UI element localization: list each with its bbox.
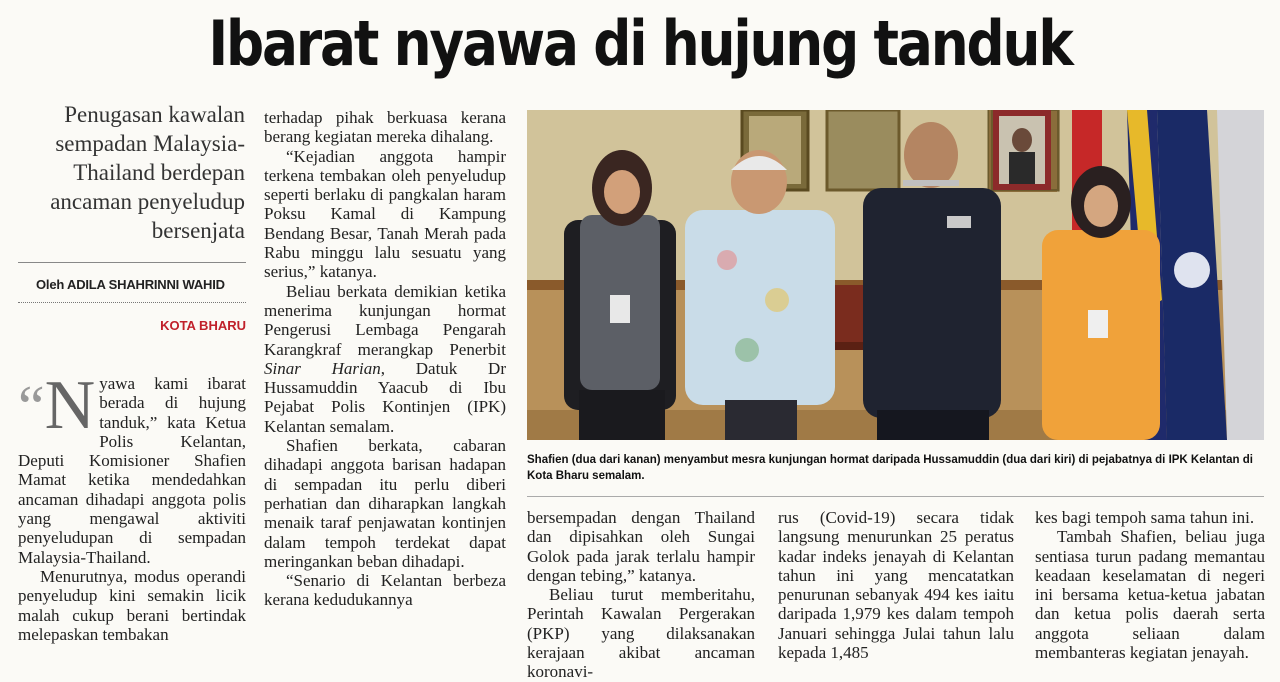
paragraph: terhadap pihak berkuasa kerana berang kegiatan mereka dihalang. xyxy=(264,108,506,147)
article-column-2 xyxy=(264,108,506,610)
divider xyxy=(18,262,246,263)
article-column-1 xyxy=(18,367,246,644)
article-column-4 xyxy=(778,508,1014,662)
paragraph: Tambah Shafien, beliau juga sentiasa turun padang memantau keadaan keselamatan di negeri ini bersama ketua-ketua jabatan dan ketua polis daerah serta anggota seliaan dalam membanteras kegiatan jenayah. xyxy=(1035,527,1265,663)
divider xyxy=(527,496,1264,497)
paragraph: rus (Covid-19) secara tidak langsung menurunkan 25 peratus kadar indeks jenayah di Kelantan tahun ini yang mencatatkan penurunan sebanyak 494 kes iaitu daripada 1,979 kes dalam tempoh Januari sehingga Julai tahun lalu kepada 1,485 xyxy=(778,508,1014,663)
photo-illustration xyxy=(527,110,1264,440)
paragraph: Shafien berkata, cabaran dihadapi anggota barisan hadapan di sempadan itu perlu diberi perhatian dan diharapkan langkah menaik taraf penjawatan kontinjen dalam tempoh terdekat dapat meringankan beban dihadapi. xyxy=(264,436,506,571)
paragraph: kes bagi tempoh sama tahun ini. xyxy=(1035,508,1255,527)
headline: Ibarat nyawa di hujung tanduk xyxy=(208,7,1072,80)
dateline: KOTA BHARU xyxy=(160,318,246,333)
lead-paragraph: yawa kami ibarat berada di hujung tanduk,” kata Ketua Polis Kelantan, Deputi Komisioner Shafien Mamat ketika mendedahkan ancaman dihadapi anggota polis yang mengawal aktiviti penyeludupan di sempadan Malaysia-Thailand. xyxy=(18,374,246,567)
article-column-5 xyxy=(1035,508,1265,662)
divider xyxy=(18,302,246,303)
publication-name: Sinar Harian xyxy=(264,358,381,378)
photo-caption: Shafien (dua dari kanan) menyambut mesra kunjungan hormat daripada Hussamuddin (dua dari kiri) di pejabatnya di IPK Kelantan di Kota Bharu semalam. xyxy=(527,454,1253,482)
deck-subheadline: Penugasan kawalan sempadan Malaysia-Thailand berdepan ancaman penyeludup bersenjata xyxy=(50,102,245,243)
paragraph: Beliau turut memberitahu, Perintah Kawalan Pergerakan (PKP) yang dilaksanakan kerajaan akibat ancaman koronavi- xyxy=(527,585,755,682)
paragraph: Menurutnya, modus operandi penyeludup kini semakin licik malah cukup berani bertindak melepaskan tembakan xyxy=(18,566,246,644)
article-column-3 xyxy=(527,508,755,682)
quote-mark: “ xyxy=(18,374,45,440)
paragraph: Beliau berkata demikian ketika menerima kunjungan hormat Pengerusi Lembaga Pengarah Karangkraf merangkap Penerbit Sinar Harian, Datuk Dr Hussamuddin Yaacub di Ibu Pejabat Polis Kontinjen (IPK) Kelantan semalam. xyxy=(264,281,506,436)
paragraph: “Senario di Kelantan berbeza kerana kedudukannya xyxy=(264,571,506,610)
byline: Oleh ADILA SHAHRINNI WAHID xyxy=(36,277,225,292)
dropcap: N xyxy=(44,367,96,444)
paragraph: bersempadan dengan Thailand dan dipisahkan oleh Sungai Golok pada jarak terlalu hampir dengan tebing,” katanya. xyxy=(527,508,755,585)
paragraph: “Kejadian anggota hampir terkena tembakan oleh penyeludup seperti berlaku di pangkalan haram Poksu Kamal di Kampung Bendang Besar, Tanah Merah pada Rabu minggu lalu sesuatu yang serius,” katanya. xyxy=(264,146,506,282)
news-photo xyxy=(527,110,1264,440)
